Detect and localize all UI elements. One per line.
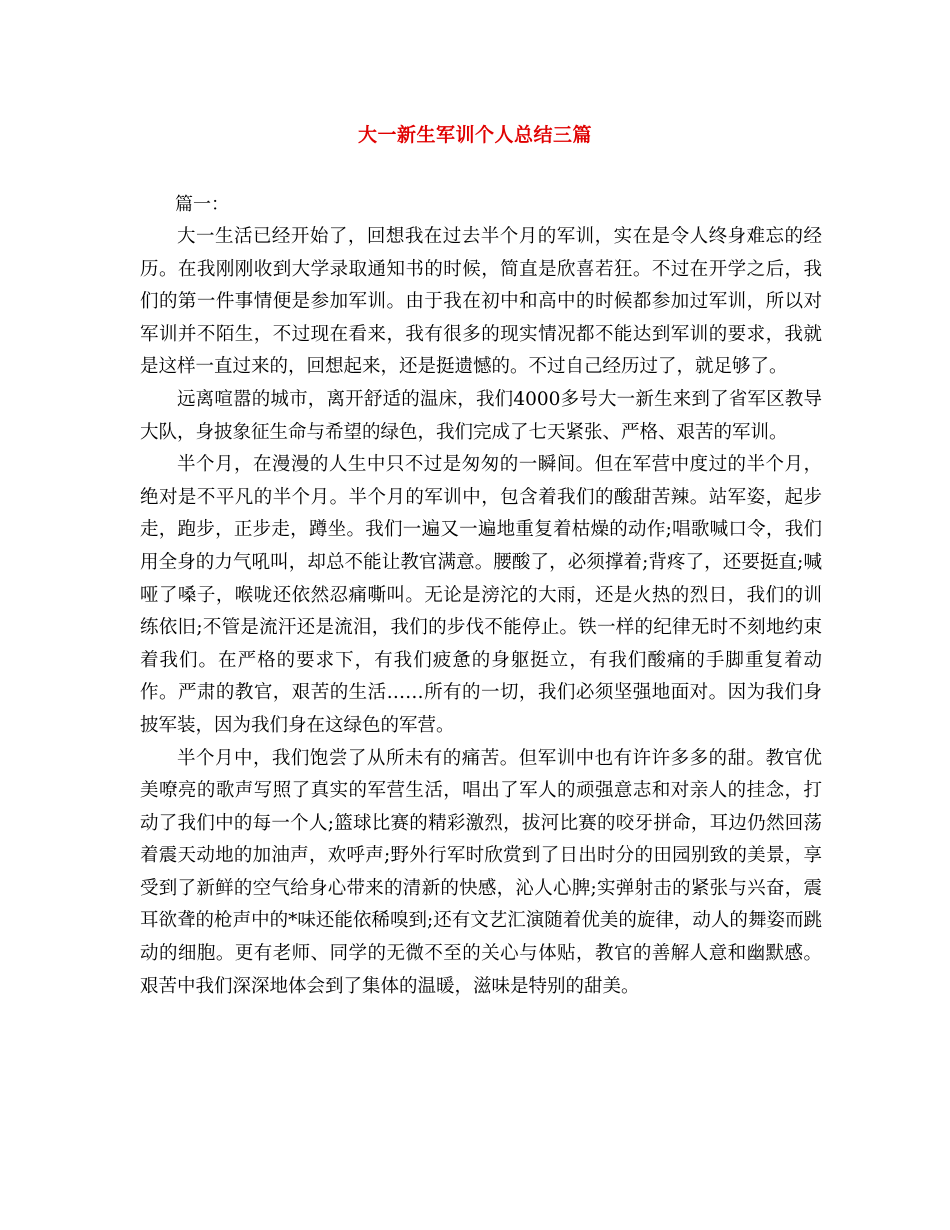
paragraph-3: 半个月，在漫漫的人生中只不过是匆匆的一瞬间。但在军营中度过的半个月，绝对是不平凡的半个月。半个月的军训中，包含着我们的酸甜苦辣。站军姿，起步走，跑步，正步走，蹲坐。我们一遍又一遍地重复着枯燥的动作;唱歌喊口令，我们用全身的力气吼叫，却总不能让教官满意。腰酸了，必须撑着;背疼了，还要挺直;喊哑了嗓子，喉咙还依然忍痛嘶叫。无论是滂沱的大雨，还是火热的烈日，我们的训练依旧;不管是流汗还是流泪，我们的步伐不能停止。铁一样的纪律无时不刻地约束着我们。在严格的要求下，有我们疲惫的身躯挺立，有我们酸痛的手脚重复着动作。严肃的教官，艰苦的生活……所有的一切，我们必须坚强地面对。因为我们身披军装，因为我们身在这绿色的军营。 xyxy=(140,454,822,736)
paragraph-4: 半个月中，我们饱尝了从所未有的痛苦。但军训中也有许许多多的甜。教官优美嘹亮的歌声写照了真实的军营生活，唱出了军人的顽强意志和对亲人的挂念，打动了我们中的每一个人;篮球比赛的精彩激烈，拔河比赛的咬牙拼命，耳边仍然回荡着震天动地的加油声，欢呼声;野外行军时欣赏到了日出时分的田园别致的美景，享受到了新鲜的空气给身心带来的清新的快感，沁人心脾;实弹射击的紧张与兴奋，震耳欲聋的枪声中的*味还能依稀嗅到;还有文艺汇演随着优美的旋律，动人的舞姿而跳动的细胞。更有老师、同学的无微不至的关心与体贴，教官的善解人意和幽默感。艰苦中我们深深地体会到了集体的温暖，滋味是特别的甜美。 xyxy=(140,747,822,997)
section-label: 篇一： xyxy=(175,194,229,215)
document-title: 大一新生军训个人总结三篇 xyxy=(357,124,592,146)
paragraph-2: 远离喧嚣的城市，离开舒适的温床，我们4000多号大一新生来到了省军区教导大队，身披象征生命与希望的绿色，我们完成了七天紧张、严格、艰苦的军训。 xyxy=(140,388,822,443)
paragraph-1: 大一生活已经开始了，回想我在过去半个月的军训，实在是令人终身难忘的经历。在我刚刚收到大学录取通知书的时候，简直是欣喜若狂。不过在开学之后，我们的第一件事情便是参加军训。由于我在初中和高中的时候都参加过军训，所以对军训并不陌生，不过现在看来，我有很多的现实情况都不能达到军训的要求，我就是这样一直过来的，回想起来，还是挺遗憾的。不过自己经历过了，就足够了。 xyxy=(140,226,822,378)
document-body xyxy=(140,221,822,1003)
